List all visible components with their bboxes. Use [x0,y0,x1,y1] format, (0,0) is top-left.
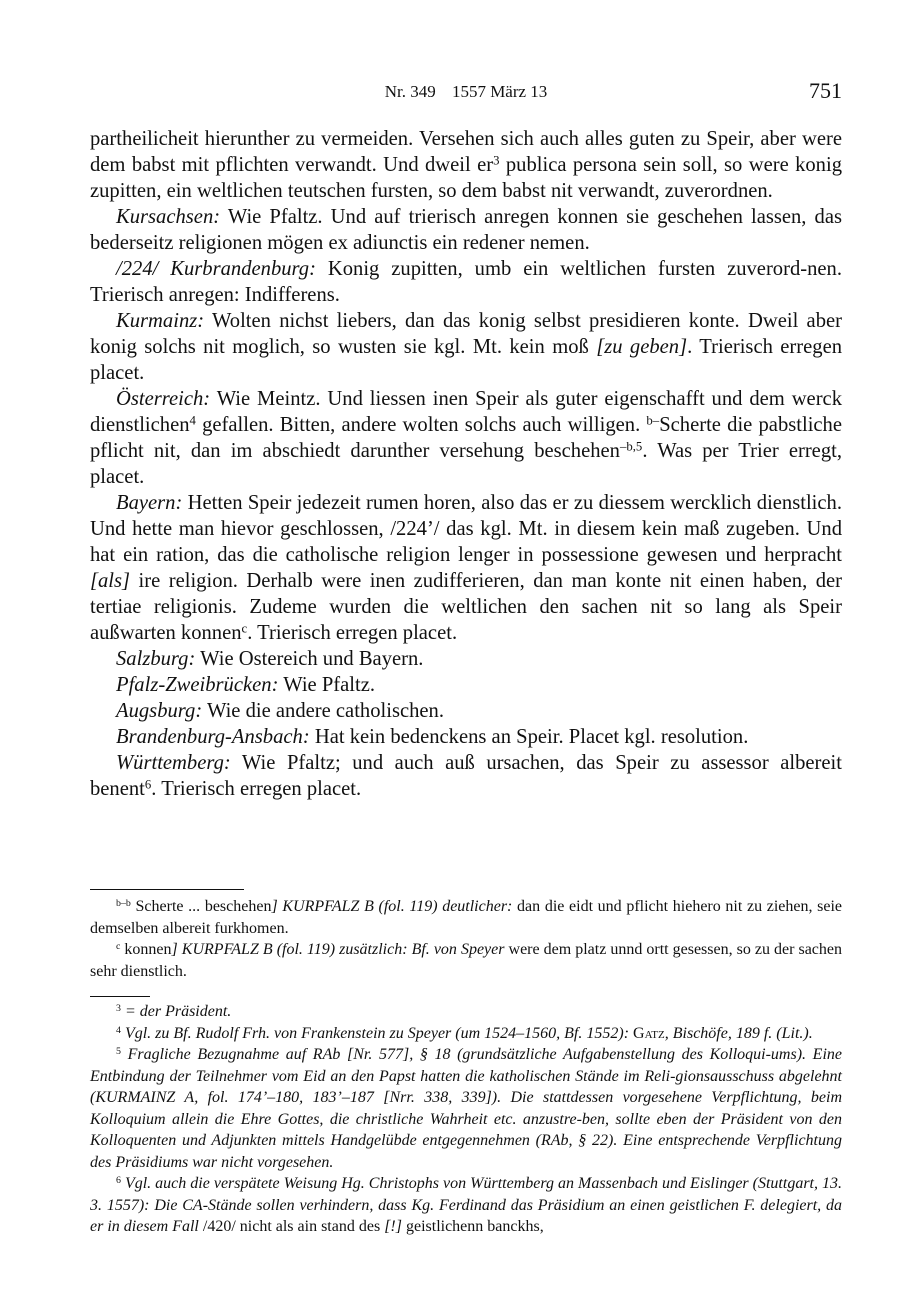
note-marker: b–b [116,898,131,910]
text-notes [90,896,842,982]
text-notes-divider [90,889,244,890]
text-segment: Brandenburg-Ansbach: [116,726,310,748]
text-segment: Wie Pfaltz. Und auf trierisch anregen konnen sie geschehen lassen, das bederseitz religionen mögen ex adiunctis ein redener nemen. [90,206,842,254]
text-note [90,896,842,939]
text-segment: Fragliche Bezugnahme auf RAb [Nr. 577], § 18 (grundsätzliche Aufgabenstellung des Kolloqui-ums). Eine Entbindung der Teilnehmer vom Eid an den Papst hatten die katholischen Stände im Reli-gionsausschuss abgelehnt (KURMAINZ A, fol. 174’–180, 183’–187 [Nrr. 338, 339]). Die stattdessen vorgesehene Verpflichtung, beim Kolloquium allein die Ehre Gottes, die christliche Wahrheit etc. anzustre-ben, sollte eben der Präsident von den Kolloquenten und Adjunkten mittels Handgelübde entgegennehmen (RAb, § 22). Eine entsprechende Verpflichtung des Präsidiums war nicht vorgesehen. [90,1046,842,1171]
text-segment: Vgl. zu Bf. Rudolf Frh. von Frankenstein zu Speyer (um 1524–1560, Bf. 1552): [120,1024,634,1042]
paragraph [90,646,842,672]
paragraph [90,750,842,802]
text-segment: = der Präsident. [120,1003,232,1020]
text-segment: were dem platz unnd ortt gesessen, so zu der sachen sehr dienstlich. [90,941,843,980]
note-marker: 4 [116,1024,121,1036]
paragraph [90,126,842,204]
paragraph [90,672,842,698]
paragraph [90,698,842,724]
text-segment: ire religion. Derhalb were inen zudifferieren, dan man konte nit einen haben, der tertiae religionis. Zudeme wurden die weltlichen den sachen nit so lang als Speir außwarten konnen [90,570,842,644]
text-segment: partheilicheit hierunther zu vermeiden. Versehen sich auch alles guten zu Speir, aber were dem babst mit pflichten verwandt. Und dweil er [90,128,842,176]
main-text [90,126,842,802]
text-note [90,939,842,982]
text-segment: dan die eidt und pflicht hiehero nit zu ziehen, seie demselben albereit furkhomen. [90,898,843,937]
text-segment: [als] [90,570,131,592]
document-date: 1557 März 13 [451,82,548,101]
note-marker: 3 [493,153,500,168]
paragraph [90,204,842,256]
note-marker: c [116,941,121,953]
note-marker: b– [646,413,660,428]
text-segment: Wolten nichst liebers, dan das konig selbst presidieren konte. Dweil aber konig solchs nit moglich, so wusten sie kgl. Mt. kein moß [90,310,842,358]
note-marker: c [241,621,248,636]
note-marker: 6 [144,777,152,792]
document-number: Nr. 349 [384,82,436,101]
text-segment: Hat kein bedenckens an Speir. Placet kgl. resolution. [309,726,749,748]
text-segment: Konig zupitten, umb ein weltlichen fursten zuverord-nen. Trierisch anregen: Indifferens. [90,258,842,306]
footnotes [90,1001,842,1238]
header-title [90,82,842,102]
text-segment: Gatz [633,1024,665,1042]
text-segment: Vgl. auch die verspätete Weisung Hg. Christophs von Württemberg an Massenbach und Eislinger (Stuttgart, 13. 3. 1557): Die CA-Stände sollen verhindern, dass Kg. Ferdinand das Präsidium an einen geistlichen F. delegiert, da er in diesem Fall [90,1175,842,1235]
text-segment: . Was per Trier erregt, placet. [90,440,842,488]
text-segment: Kursachsen: [116,206,221,228]
text-segment: ] KURPFALZ B (fol. 119) deutlicher: [271,898,513,915]
text-segment: gefallen. Bitten, andere wolten solchs auch willigen. [195,414,647,436]
text-segment: /420/ nicht als ain stand des [202,1218,385,1235]
text-segment: Scherte die pabstliche pflicht nit, dan im abschiedt darunther versehung beschehen [90,414,842,462]
text-segment: Hetten Speir jedezeit rumen horen, also das er zu diessem wercklich dienstlich. Und hette man hievor geschlossen, /224’/ das kgl. Mt. in diesem kein maß zugeben. Und hat ein ration, das die catholische religion lenger in possessione gewesen und herpracht [90,492,842,566]
footnote [90,1173,842,1238]
note-marker: 4 [189,413,196,428]
footnote [90,1044,842,1173]
text-segment: Wie Pfaltz. [278,674,376,696]
text-segment: Wie die andere catholischen. [202,700,444,722]
text-segment: ] KURPFALZ B (fol. 119) zusätzlich: Bf. von Speyer [171,941,505,958]
text-segment: konnen [120,941,172,958]
footnote [90,1023,842,1045]
text-segment: Bayern: [116,492,183,514]
text-segment: /224/ Kurbrandenburg: [116,258,316,280]
note-marker: –b,5 [619,439,643,454]
text-segment: , Bischöfe, 189 f. (Lit.). [664,1024,813,1042]
paragraph [90,256,842,308]
text-segment: Salzburg: [116,648,196,670]
text-segment: publica persona sein soll, so were konig zupitten, ein weltlichen teutschen fursten, so dem babst nit verwandt, zuverordnen. [90,154,842,202]
text-segment: Pfalz-Zweibrücken: [116,674,279,696]
paragraph [90,490,842,646]
running-header [90,80,842,110]
text-segment: Kurmainz: [116,310,205,332]
text-segment: . Trierisch erregen placet. [90,336,842,384]
text-segment: Scherte ... beschehen [130,898,272,915]
text-segment: Wie Pfaltz; und auch auß ursachen, das Speir zu assessor albereit benent [90,752,842,800]
note-marker: 3 [116,1003,121,1015]
text-segment: Österreich: [116,388,211,410]
paragraph [90,386,842,490]
text-segment: Augsburg: [116,700,203,722]
note-marker: 5 [116,1046,121,1058]
note-marker: 6 [116,1175,121,1187]
text-segment: Wie Meintz. Und liessen inen Speir als guter eigenschafft und dem werck dienstlichen [90,388,842,436]
text-segment: Württemberg: [116,752,231,774]
paragraph [90,724,842,750]
footnotes-divider [90,996,150,997]
text-segment: [!] [384,1218,402,1235]
text-segment: . Trierisch erregen placet. [151,778,362,800]
text-segment: . Trierisch erregen placet. [247,622,458,644]
text-segment: Wie Ostereich und Bayern. [195,648,424,670]
paragraph [90,308,842,386]
page-number: 751 [809,78,842,103]
text-segment: geistlichenn banckhs, [401,1218,544,1235]
footnote [90,1001,842,1023]
text-segment: [zu geben] [596,336,688,358]
